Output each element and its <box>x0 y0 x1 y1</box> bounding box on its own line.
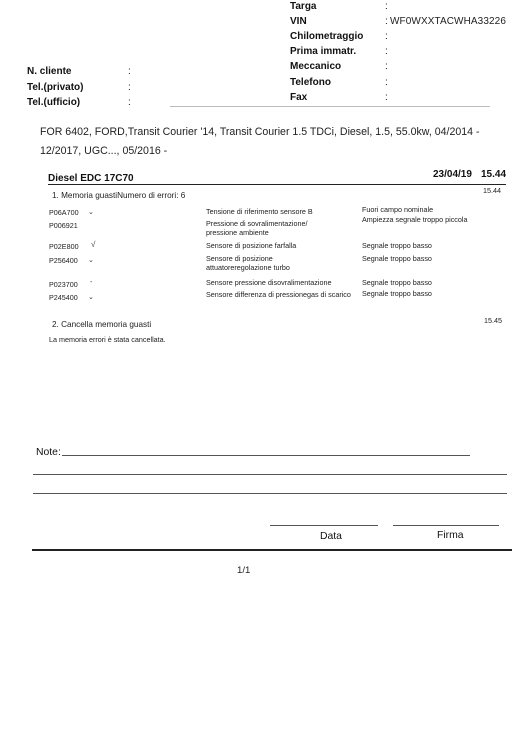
fault-status: Segnale troppo basso <box>362 241 432 250</box>
data-signature-line <box>270 525 378 526</box>
data-label: Data <box>320 531 342 542</box>
firma-label: Firma <box>437 530 464 541</box>
note-label: Note: <box>36 447 61 458</box>
note-line-1 <box>62 455 470 456</box>
page-number: 1/1 <box>237 565 251 576</box>
tel-privato-label: Tel.(privato) <box>27 82 84 93</box>
ecu-name: Diesel EDC 17C70 <box>48 173 134 184</box>
n-cliente-label: N. cliente <box>27 66 72 77</box>
tel-ufficio-label: Tel.(ufficio) <box>27 97 81 108</box>
fault-code: P256400 <box>49 256 78 265</box>
check-mark: √ <box>91 240 96 249</box>
prima-immatr-label: Prima immatr. <box>290 46 357 57</box>
fax-label: Fax <box>290 92 308 103</box>
fault-description: Sensore pressione disovralimentazione <box>206 278 332 287</box>
section2-title: 2. Cancella memoria guasti <box>52 320 152 329</box>
note-line-2 <box>33 474 507 475</box>
fault-status: Ampiezza segnale troppo piccola <box>362 215 468 224</box>
clear-memory-message: La memoria errori è stata cancellata. <box>49 335 166 344</box>
ecu-underline <box>48 184 506 185</box>
meccanico-label: Meccanico <box>290 61 342 72</box>
ecu-time: 15.44 <box>481 169 507 180</box>
section2-time: 15.45 <box>484 316 502 325</box>
chilometraggio-label: Chilometraggio <box>290 31 364 42</box>
telefono-colon: : <box>385 77 388 88</box>
fault-description: Sensore differenza di pressionegas di scarico <box>206 290 351 299</box>
fault-description: Sensore di posizione attuatoreregolazione turbo <box>206 254 290 272</box>
fault-code: P023700 <box>49 280 78 289</box>
fault-code: P245400 <box>49 293 78 302</box>
n-cliente-colon: : <box>128 66 131 77</box>
vin-value: WF0WXXTACWHA33226 <box>390 16 506 27</box>
fax-colon: : <box>385 92 388 103</box>
vin-colon: : <box>385 16 388 27</box>
telefono-label: Telefono <box>290 77 331 88</box>
check-mark: ⌄ <box>88 257 94 264</box>
check-mark: - <box>90 279 93 286</box>
fault-status: Segnale troppo basso <box>362 254 432 263</box>
fault-status: Segnale troppo basso <box>362 289 432 298</box>
chilometraggio-colon: : <box>385 31 388 42</box>
fault-description: Pressione di sovralimentazione/ pressione ambiente <box>206 219 308 237</box>
meccanico-colon: : <box>385 61 388 72</box>
tel-privato-colon: : <box>128 82 131 93</box>
fault-code: P06A700 <box>49 208 79 217</box>
check-mark: ⌄ <box>88 209 94 216</box>
fault-status: Segnale troppo basso <box>362 278 432 287</box>
section1-title: 1. Memoria guastiNumero di errori: 6 <box>52 191 186 200</box>
vehicle-description: FOR 6402, FORD,Transit Courier '14, Transit Courier 1.5 TDCi, Diesel, 1.5, 55.0kw, 04/2014 - 12/2017, UGC..., 05/2016 - <box>40 126 480 157</box>
footer-rule <box>32 549 512 551</box>
fault-code: P006921 <box>49 221 78 230</box>
section1-time: 15.44 <box>483 186 501 195</box>
targa-label: Targa <box>290 1 317 12</box>
fault-code: P02E800 <box>49 242 79 251</box>
tel-ufficio-colon: : <box>128 97 131 108</box>
fault-status: Fuori campo nominale <box>362 205 434 214</box>
targa-colon: : <box>385 1 388 12</box>
check-mark: ⌄ <box>88 294 94 301</box>
firma-signature-line <box>393 525 499 526</box>
vin-label: VIN <box>290 16 307 27</box>
note-line-3 <box>33 493 507 494</box>
prima-immatr-colon: : <box>385 46 388 57</box>
fault-description: Tensione di riferimento sensore B <box>206 207 313 216</box>
ecu-date: 23/04/19 <box>433 169 472 180</box>
fault-description: Sensore di posizione farfalla <box>206 241 297 250</box>
header-separator-line <box>170 106 490 107</box>
